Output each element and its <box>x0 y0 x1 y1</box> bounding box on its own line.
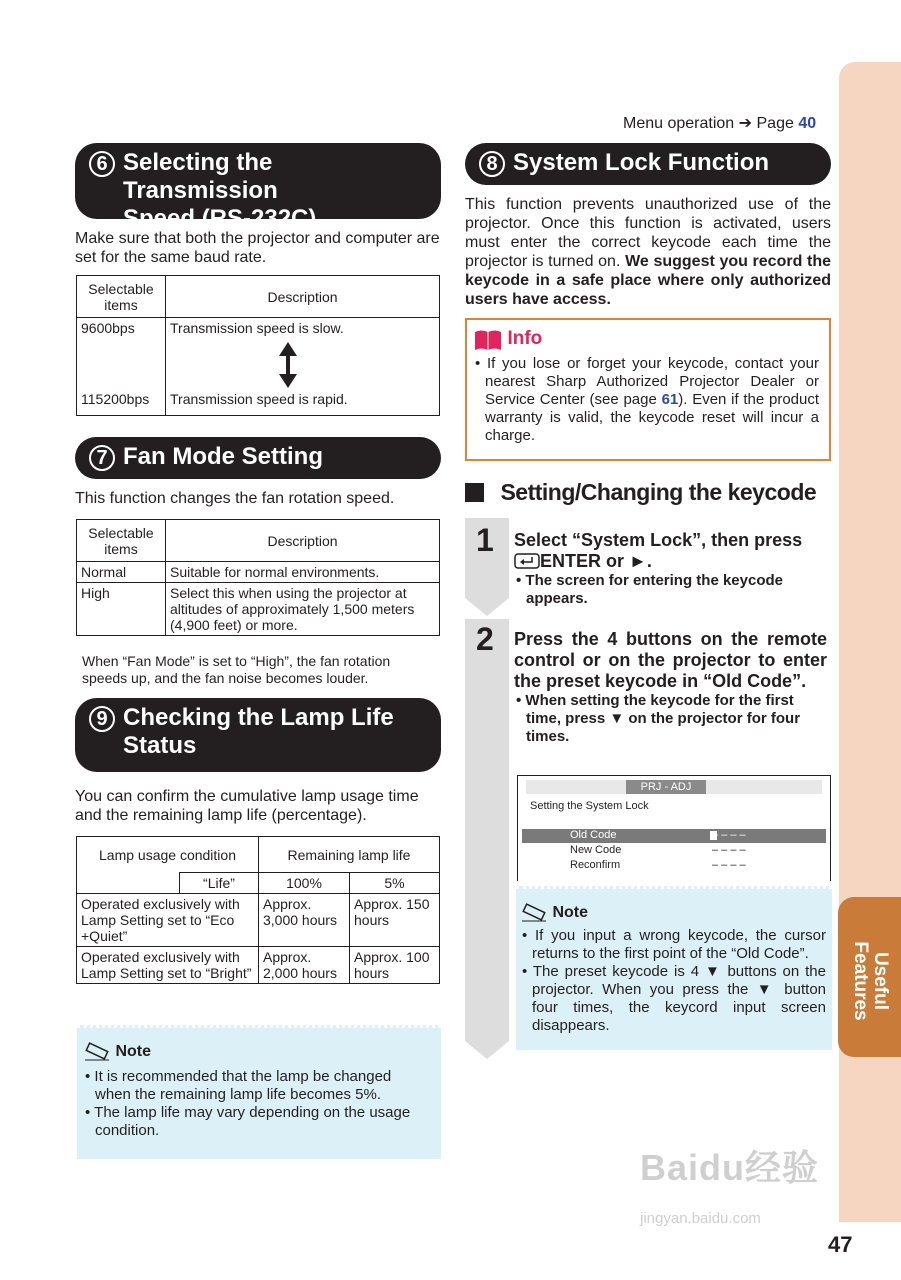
section9-title-line2: Status <box>123 732 197 759</box>
section8-title: System Lock Function <box>513 149 770 176</box>
section6-title-line2: Speed (RS-232C) <box>123 205 317 232</box>
section6-desc-cell <box>166 318 440 416</box>
side-tab-line2: Features <box>850 941 871 1021</box>
table-desc: Transmission speed is rapid. <box>170 391 348 407</box>
life-label: “Life” <box>180 873 259 894</box>
system-lock-screen <box>517 775 831 881</box>
table-value: Approx. 100 hours <box>350 947 440 984</box>
keycode-subheading <box>465 479 835 506</box>
arrow-icon: ➔ <box>738 115 753 132</box>
info-text-after: ). Even if the product warranty is valid, the keycode reset will incur a charge. <box>485 391 820 444</box>
table-desc: Select this when using the projector at altitudes of approximately 1,500 meters (4,900 feet) or more. <box>166 583 440 636</box>
note-bullet-text: If you input a wrong keycode, the cursor returns to the first point of the “Old Code”. <box>532 927 826 962</box>
table-desc: Transmission speed is slow. <box>170 320 344 336</box>
note-bullet: • It is recommended that the lamp be changed when the remaining lamp life becomes 5%. <box>85 1068 392 1103</box>
table-cond: Operated exclusively with Lamp Setting set to “Eco +Quiet” <box>77 894 259 947</box>
baidu-watermark-url: jingyan.baidu.com <box>640 1210 761 1227</box>
screen-heading: Setting the System Lock <box>530 800 649 812</box>
step2-title: Press the 4 buttons on the remote control or on the projector to enter the preset keycode in “Old Code”. <box>514 629 827 691</box>
section7-col2-header: Description <box>166 520 440 562</box>
note-bullet-text: The lamp life may vary depending on the usage condition. <box>94 1104 411 1139</box>
table-item: 115200bps <box>81 391 150 407</box>
screen-tab[interactable]: PRJ - ADJ <box>626 780 706 794</box>
table-item: High <box>77 583 166 636</box>
note-header <box>83 1042 431 1062</box>
section9-table <box>76 836 440 984</box>
note-bullet-text: The preset keycode is 4 ▼ buttons on the projector. When you press the ▼ button four times, the keycord input screen disappears. <box>532 963 826 1034</box>
page-number: 47 <box>828 1232 853 1257</box>
step1-content <box>514 530 829 608</box>
step1-title-b: ENTER or ►. <box>540 551 652 571</box>
section6-title <box>123 149 427 233</box>
section9-intro: You can confirm the cumulative lamp usage time and the remaining lamp life (percentage). <box>75 788 419 824</box>
screen-row-value: – – – – <box>712 844 746 856</box>
step2-content <box>514 629 827 746</box>
section9-header <box>75 698 441 772</box>
section8-header <box>465 143 831 185</box>
section7-number: 7 <box>89 445 115 471</box>
screen-tab-bar <box>526 780 822 794</box>
step1-title <box>514 530 829 572</box>
section8-note <box>516 886 832 1050</box>
table-value: Approx. 3,000 hours <box>259 894 350 947</box>
enter-icon <box>514 553 540 569</box>
table-item: Normal <box>77 562 166 583</box>
section9-col1-header: Lamp usage condition <box>77 837 259 873</box>
step1-sub: • The screen for entering the keycode appears. <box>516 572 783 607</box>
info-label: Info <box>507 328 543 350</box>
note-label: Note <box>115 1043 152 1061</box>
screen-row-label: New Code <box>570 844 622 856</box>
info-box <box>465 318 831 461</box>
section7-title: Fan Mode Setting <box>123 443 323 470</box>
pct-100: 100% <box>259 873 350 894</box>
screen-row-value: – – – – <box>712 829 746 841</box>
note-header <box>520 903 826 923</box>
section8-number: 8 <box>479 151 505 177</box>
useful-features-tab[interactable] <box>838 897 901 1057</box>
section6-col1-header: Selectable items <box>77 276 166 318</box>
screen-row-old-code[interactable] <box>522 829 826 843</box>
note-bullet: • If you input a wrong keycode, the cursor returns to the first point of the “Old Code”. <box>522 927 826 962</box>
section9-title-line1: Checking the Lamp Life <box>123 704 394 731</box>
table-value: Approx. 150 hours <box>350 894 440 947</box>
menu-operation-ref <box>623 113 816 133</box>
step2-number: 2 <box>476 621 494 657</box>
keycode-subheading-text: Setting/Changing the keycode <box>500 479 817 505</box>
page-ref-link[interactable]: 40 <box>798 115 817 132</box>
step2-sub: • When setting the keycode for the first time, press ▼ on the projector for four times. <box>516 692 801 745</box>
section8-intro-bold: We suggest you record the keycode in a safe place where only authorized users have access. <box>465 253 832 308</box>
table-cond: Operated exclusively with Lamp Setting set to “Bright” <box>77 947 259 984</box>
step1-sub-text: The screen for entering the keycode appears. <box>525 572 783 607</box>
section7-col1-header: Selectable items <box>77 520 166 562</box>
section6-title-line1: Selecting the Transmission <box>123 149 278 204</box>
book-icon <box>473 328 503 352</box>
section9-number: 9 <box>89 706 115 732</box>
section6-items-cell <box>77 318 166 416</box>
section7-header <box>75 437 441 479</box>
step1-number: 1 <box>476 522 494 558</box>
step1-title-a: Select “System Lock”, then press <box>514 530 803 550</box>
pencil-icon <box>83 1042 111 1062</box>
section7-table <box>76 519 440 636</box>
section7-intro: This function changes the fan rotation speed. <box>75 490 395 507</box>
square-bullet-icon <box>465 483 484 502</box>
screen-row-label: Reconfirm <box>570 859 621 871</box>
baidu-watermark: Baidu经验 <box>640 1147 820 1188</box>
section6-col2-header: Description <box>166 276 440 318</box>
screen-row-value: – – – – <box>712 859 746 871</box>
note-label: Note <box>552 904 589 922</box>
table-item: 9600bps <box>81 320 135 336</box>
table-value: Approx. 2,000 hours <box>259 947 350 984</box>
section6-table <box>76 275 440 416</box>
page-label: Page <box>756 115 794 132</box>
section7-footnote: When “Fan Mode” is set to “High”, the fan rotation speeds up, and the fan noise becomes louder. <box>82 653 391 686</box>
section6-number: 6 <box>89 151 115 177</box>
screen-row-new-code[interactable] <box>522 844 826 858</box>
section6-header <box>75 143 441 232</box>
screen-row-reconfirm[interactable] <box>522 859 826 873</box>
step2-sub-text: When setting the keycode for the first time, press ▼ on the projector for four times. <box>525 692 801 745</box>
section9-title <box>123 704 394 760</box>
note-bullet: • The lamp life may vary depending on the usage condition. <box>85 1104 411 1139</box>
menu-operation-label: Menu operation <box>623 115 735 132</box>
section9-col2-header: Remaining lamp life <box>259 837 440 873</box>
info-page-link[interactable]: 61 <box>661 391 679 408</box>
empty-cell <box>77 873 180 894</box>
info-bullet: • If you lose or forget your keycode, contact your nearest Sharp Authorized Projector Dealer or Service Center (see page 61). Even if the product warranty is valid, the keycode reset will incur a charge. <box>475 355 820 444</box>
screen-row-label: Old Code <box>570 829 617 841</box>
note-bullet-text: It is recommended that the lamp be changed when the remaining lamp life becomes 5%. <box>94 1068 392 1103</box>
section6-intro: Make sure that both the projector and computer are set for the same baud rate. <box>75 230 440 266</box>
pencil-icon <box>520 903 548 923</box>
table-desc: Suitable for normal environments. <box>166 562 440 583</box>
info-header <box>473 328 819 352</box>
section8-intro-plain: This function prevents unauthorized use of the projector. Once this function is activated, users must enter the correct keycode each time the projector is turned on. <box>465 196 831 270</box>
step2-arrow-shape <box>465 619 509 1061</box>
pct-5: 5% <box>350 873 440 894</box>
section9-note <box>77 1025 441 1159</box>
section8-intro <box>465 195 831 309</box>
up-down-arrow-icon <box>278 342 298 388</box>
note-bullet: • The preset keycode is 4 ▼ buttons on the projector. When you press the ▼ button four times, the keycord input screen disappears. <box>522 963 826 1034</box>
info-text-before: If you lose or forget your keycode, contact your nearest Sharp Authorized Projector Dealer or Service Center (see page <box>485 355 819 408</box>
side-tab-line1: Useful <box>870 951 891 1011</box>
